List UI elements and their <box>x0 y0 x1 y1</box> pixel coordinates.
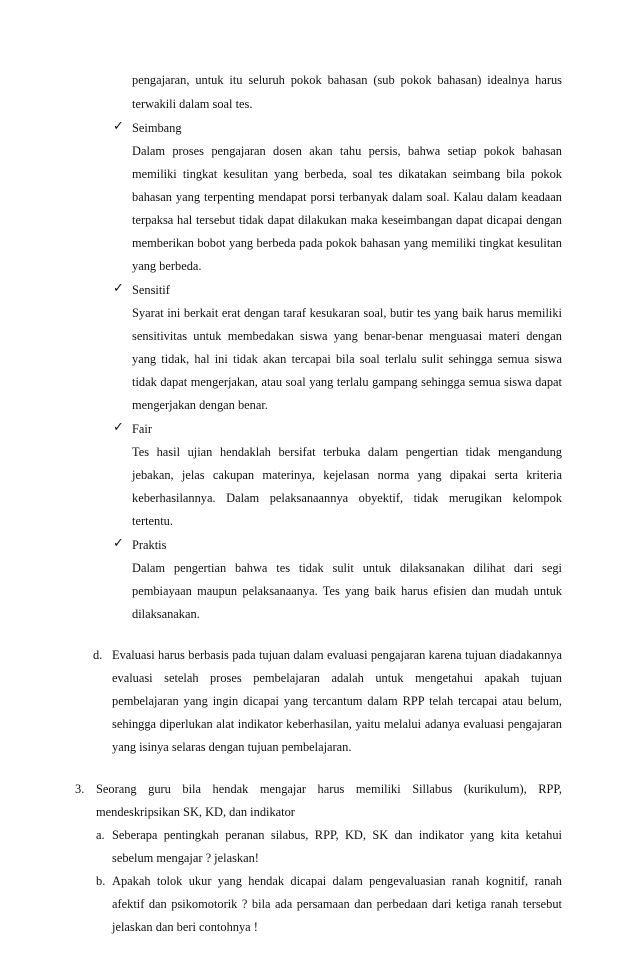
criterion-line: Dalam proses pengajaran dosen akan tahu persis, bahwa setiap pokok bahasan <box>132 144 562 158</box>
criterion-line: pembiayaan maupun pelaksanaanya. Tes yang baik harus efisien dan mudah untuk <box>132 584 562 598</box>
criterion-line: sensitivitas untuk membedakan siswa yang benar-benar menguasai materi dengan <box>132 329 562 343</box>
criterion-line: tertentu. <box>132 514 173 528</box>
item-3-line: Seorang guru bila hendak mengajar harus memiliki Sillabus (kurikulum), RPP, <box>96 782 562 796</box>
criterion-title: Sensitif <box>132 283 170 297</box>
criterion-line: yang tidak, hal ini tidak akan tercapai bila soal terlalu sulit sehingga semua siswa <box>132 352 562 366</box>
criterion-line: mengerjakan dengan benar. <box>132 398 268 412</box>
checkmark-icon: ✓ <box>113 281 124 296</box>
criterion-line: Dalam pengertian bahwa tes tidak sulit untuk dilaksanakan dilihat dari segi <box>132 561 562 575</box>
criterion-title: Fair <box>132 422 152 436</box>
item-3b-line: Apakah tolok ukur yang hendak dicapai dalam pengevaluasian ranah kognitif, ranah <box>112 874 562 888</box>
criterion-title: Seimbang <box>132 121 182 135</box>
criterion-title: Praktis <box>132 538 167 552</box>
criterion-line: tidak dapat mengerjakan, atau soal yang terlalu gampang sehingga semua siswa dapat <box>132 375 562 389</box>
criterion-line: jebakan, jelas cakupan materinya, kejelasan norma yang dipakai serta kriteria <box>132 468 562 482</box>
list-marker: 3. <box>75 782 85 796</box>
criterion-line: memberikan bobot yang berbeda pada pokok bahasan yang memiliki tingkat kesulitan <box>132 236 562 250</box>
checkmark-icon: ✓ <box>113 536 124 551</box>
list-marker: b. <box>96 874 106 888</box>
criterion-line: keberhasilannya. Dalam pelaksanaannya obyektif, tidak merugikan kelompok <box>132 491 562 505</box>
criterion-line: Syarat ini berkait erat dengan taraf kesukaran soal, butir tes yang baik harus memiliki <box>132 306 562 320</box>
criterion-line: Tes hasil ujian hendaklah bersifat terbuka dalam pengertian tidak mengandung <box>132 445 562 459</box>
item-3a-line: sebelum mengajar ? jelaskan! <box>112 851 259 865</box>
criterion-line: yang berbeda. <box>132 259 202 273</box>
criterion-line: terpaksa hal tersebut tidak dapat dilakukan maka keseimbangan dapat dicapai dengan <box>132 213 562 227</box>
checkmark-icon: ✓ <box>113 420 124 435</box>
item-d-line: evaluasi setelah proses pembelajaran adalah untuk mengetahui apakah tujuan <box>112 671 562 685</box>
item-3b-line: afektif dan psikomotorik ? bila ada persamaan dan perbedaan dari ketiga ranah tersebut <box>112 897 562 911</box>
item-d-line: sehingga diperlukan alat indikator keberhasilan, yaitu melalui adanya evaluasi pengajaran <box>112 717 562 731</box>
criterion-line: memiliki tingkat kesulitan yang berbeda, soal tes dikatakan seimbang bila pokok <box>132 167 562 181</box>
item-3a-line: Seberapa pentingkah peranan silabus, RPP, KD, SK dan indikator yang kita ketahui <box>112 828 562 842</box>
item-d-line: Evaluasi harus berbasis pada tujuan dalam evaluasi pengajaran karena tujuan diadakannya <box>112 648 562 662</box>
intro-line: pengajaran, untuk itu seluruh pokok bahasan (sub pokok bahasan) idealnya harus <box>132 73 562 87</box>
checkmark-icon: ✓ <box>113 119 124 134</box>
list-marker: d. <box>93 648 103 662</box>
intro-line: terwakili dalam soal tes. <box>132 97 253 111</box>
item-d-line: pembelajaran yang ingin dicapai yang tercantum dalam RPP telah tercapai atau belum, <box>112 694 562 708</box>
criterion-line: dilaksanakan. <box>132 607 200 621</box>
item-3-line: mendeskripsikan SK, KD, dan indikator <box>96 805 295 819</box>
item-3b-line: jelaskan dan beri contohnya ! <box>112 920 258 934</box>
list-marker: a. <box>96 828 105 842</box>
criterion-line: bahasan yang terpenting mendapat porsi terbanyak dalam soal. Kalau dalam keadaan <box>132 190 562 204</box>
item-d-line: yang isinya selaras dengan tujuan pembelajaran. <box>112 740 352 754</box>
